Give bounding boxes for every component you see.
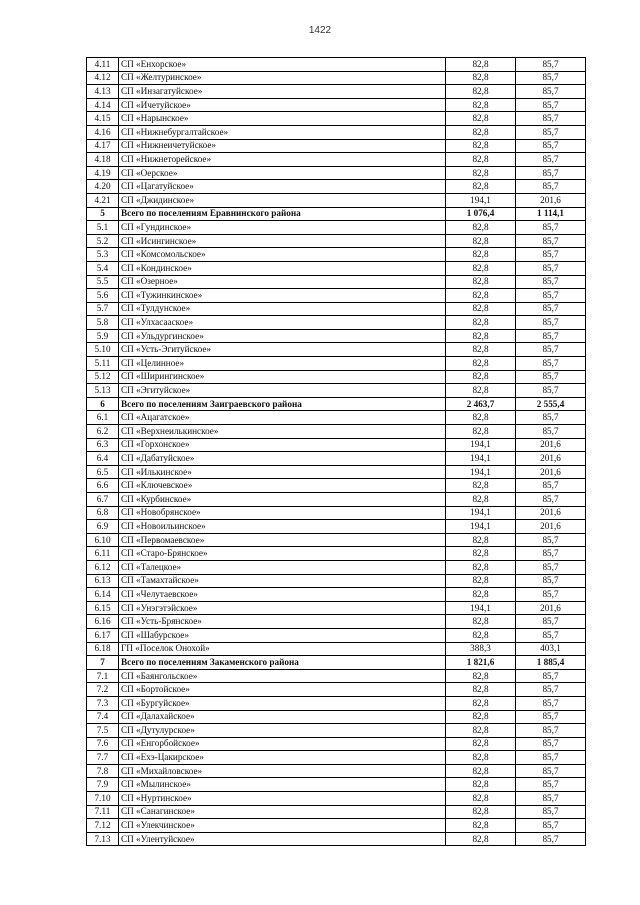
table-row [87, 805, 586, 819]
settlement-name: СП «Баянгольское» [119, 669, 446, 683]
row-number: 4.15 [87, 112, 119, 126]
row-number: 6.9 [87, 520, 119, 534]
settlement-name: СП «Челутаевское» [119, 588, 446, 602]
settlement-name: СП «Нуртинское» [119, 792, 446, 806]
table-row [87, 452, 586, 466]
value-col-2: 85,7 [516, 425, 586, 439]
value-col-1: 82,8 [446, 153, 516, 167]
value-col-2: 85,7 [516, 751, 586, 765]
row-number: 4.21 [87, 193, 119, 207]
row-number: 7.2 [87, 683, 119, 697]
value-col-2: 85,7 [516, 574, 586, 588]
value-col-1: 82,8 [446, 343, 516, 357]
settlement-name: СП «Цагатуйское» [119, 180, 446, 194]
table-row [87, 479, 586, 493]
value-col-1: 82,8 [446, 805, 516, 819]
value-col-1: 82,8 [446, 329, 516, 343]
row-number: 4.14 [87, 98, 119, 112]
value-col-1: 82,8 [446, 166, 516, 180]
value-col-2: 201,6 [516, 520, 586, 534]
settlement-name: СП «Бургуйское» [119, 696, 446, 710]
settlement-name: СП «Желтуринское» [119, 71, 446, 85]
value-col-2: 85,7 [516, 343, 586, 357]
value-col-2: 85,7 [516, 588, 586, 602]
row-number: 4.19 [87, 166, 119, 180]
row-number: 5.9 [87, 329, 119, 343]
row-number: 5.10 [87, 343, 119, 357]
settlement-name: СП «Горхонское» [119, 438, 446, 452]
settlement-name: СП «Дутулурское» [119, 724, 446, 738]
value-col-2: 85,7 [516, 683, 586, 697]
value-col-2: 85,7 [516, 778, 586, 792]
table-row [87, 615, 586, 629]
table-row [87, 737, 586, 751]
value-col-2: 85,7 [516, 329, 586, 343]
value-col-1: 194,1 [446, 601, 516, 615]
value-col-1: 82,8 [446, 628, 516, 642]
row-number: 6.14 [87, 588, 119, 602]
value-col-1: 82,8 [446, 180, 516, 194]
table-row [87, 71, 586, 85]
value-col-1: 82,8 [446, 98, 516, 112]
table-row [87, 261, 586, 275]
settlement-name: СП «Новоильинское» [119, 520, 446, 534]
row-number: 6.5 [87, 465, 119, 479]
table-row [87, 112, 586, 126]
settlement-name: СП «Комсомольское» [119, 248, 446, 262]
table-body [87, 58, 586, 846]
table-row [87, 411, 586, 425]
value-col-1: 1 076,4 [446, 207, 516, 221]
row-number: 6.10 [87, 533, 119, 547]
settlement-name: СП «Михайловское» [119, 764, 446, 778]
row-number: 6.7 [87, 493, 119, 507]
value-col-2: 85,7 [516, 805, 586, 819]
value-col-1: 82,8 [446, 275, 516, 289]
value-col-1: 194,1 [446, 452, 516, 466]
settlement-name: СП «Далахайское» [119, 710, 446, 724]
row-number: 7.3 [87, 696, 119, 710]
value-col-1: 82,8 [446, 261, 516, 275]
value-col-1: 82,8 [446, 493, 516, 507]
value-col-2: 2 555,4 [516, 397, 586, 411]
value-col-1: 82,8 [446, 425, 516, 439]
value-col-2: 85,7 [516, 234, 586, 248]
table-row [87, 764, 586, 778]
settlement-name: СП «Нижнебургалтайское» [119, 125, 446, 139]
value-col-1: 82,8 [446, 574, 516, 588]
value-col-2: 85,7 [516, 85, 586, 99]
value-col-2: 1 885,4 [516, 656, 586, 670]
row-number: 5.5 [87, 275, 119, 289]
value-col-1: 1 821,6 [446, 656, 516, 670]
row-number: 7.1 [87, 669, 119, 683]
table-row-total [87, 397, 586, 411]
value-col-1: 388,3 [446, 642, 516, 656]
table-row [87, 696, 586, 710]
settlement-name: Всего по поселениям Еравнинского района [119, 207, 446, 221]
value-col-2: 403,1 [516, 642, 586, 656]
value-col-2: 85,7 [516, 724, 586, 738]
value-col-2: 85,7 [516, 560, 586, 574]
table-row [87, 248, 586, 262]
table-row [87, 628, 586, 642]
settlement-name: СП «Енгорбойское» [119, 737, 446, 751]
row-number: 7.10 [87, 792, 119, 806]
row-number: 6.13 [87, 574, 119, 588]
value-col-2: 85,7 [516, 248, 586, 262]
settlement-name: СП «Дабатуйское» [119, 452, 446, 466]
value-col-1: 194,1 [446, 506, 516, 520]
row-number: 6 [87, 397, 119, 411]
table-row [87, 819, 586, 833]
table-row [87, 533, 586, 547]
value-col-2: 85,7 [516, 615, 586, 629]
table-row [87, 560, 586, 574]
row-number: 5.7 [87, 302, 119, 316]
row-number: 4.16 [87, 125, 119, 139]
settlements-table [86, 57, 586, 846]
settlement-name: СП «Ацагатское» [119, 411, 446, 425]
value-col-2: 85,7 [516, 71, 586, 85]
row-number: 6.11 [87, 547, 119, 561]
table-row [87, 153, 586, 167]
row-number: 7.9 [87, 778, 119, 792]
table-row [87, 85, 586, 99]
row-number: 4.18 [87, 153, 119, 167]
value-col-1: 82,8 [446, 737, 516, 751]
value-col-1: 82,8 [446, 560, 516, 574]
table-row [87, 234, 586, 248]
row-number: 5.12 [87, 370, 119, 384]
row-number: 7 [87, 656, 119, 670]
value-col-2: 85,7 [516, 58, 586, 72]
settlement-name: Всего по поселениям Закаменского района [119, 656, 446, 670]
table-row [87, 384, 586, 398]
value-col-2: 201,6 [516, 438, 586, 452]
value-col-2: 85,7 [516, 125, 586, 139]
value-col-1: 82,8 [446, 479, 516, 493]
table-row [87, 180, 586, 194]
table-row [87, 493, 586, 507]
table-row [87, 547, 586, 561]
row-number: 6.3 [87, 438, 119, 452]
value-col-2: 85,7 [516, 832, 586, 846]
settlement-name: СП «Мылинское» [119, 778, 446, 792]
row-number: 4.20 [87, 180, 119, 194]
value-col-2: 85,7 [516, 289, 586, 303]
table-row-total [87, 656, 586, 670]
value-col-1: 82,8 [446, 683, 516, 697]
row-number: 5.2 [87, 234, 119, 248]
value-col-1: 82,8 [446, 819, 516, 833]
row-number: 5.8 [87, 316, 119, 330]
settlement-name: СП «Ехэ-Цакирское» [119, 751, 446, 765]
table-row [87, 724, 586, 738]
value-col-1: 82,8 [446, 71, 516, 85]
settlement-name: СП «Улекчинское» [119, 819, 446, 833]
value-col-2: 85,7 [516, 261, 586, 275]
table-row [87, 370, 586, 384]
value-col-2: 201,6 [516, 601, 586, 615]
value-col-2: 85,7 [516, 696, 586, 710]
settlement-name: ГП «Поселок Онохой» [119, 642, 446, 656]
settlement-name: СП «Талецкое» [119, 560, 446, 574]
table-row [87, 58, 586, 72]
row-number: 7.6 [87, 737, 119, 751]
value-col-2: 85,7 [516, 139, 586, 153]
table-row [87, 98, 586, 112]
table-row [87, 221, 586, 235]
settlement-name: СП «Илькинское» [119, 465, 446, 479]
settlement-name: СП «Бортойское» [119, 683, 446, 697]
table-row [87, 751, 586, 765]
value-col-1: 194,1 [446, 438, 516, 452]
value-col-2: 85,7 [516, 153, 586, 167]
value-col-2: 85,7 [516, 316, 586, 330]
value-col-1: 82,8 [446, 411, 516, 425]
value-col-2: 85,7 [516, 737, 586, 751]
row-number: 5.3 [87, 248, 119, 262]
settlement-name: СП «Первомаевское» [119, 533, 446, 547]
settlement-name: СП «Целинное» [119, 357, 446, 371]
value-col-1: 82,8 [446, 357, 516, 371]
page-number: 1422 [308, 25, 332, 36]
value-col-2: 85,7 [516, 669, 586, 683]
row-number: 7.11 [87, 805, 119, 819]
table-row [87, 425, 586, 439]
value-col-1: 194,1 [446, 465, 516, 479]
value-col-1: 82,8 [446, 58, 516, 72]
table-row [87, 588, 586, 602]
row-number: 6.12 [87, 560, 119, 574]
row-number: 6.6 [87, 479, 119, 493]
row-number: 4.11 [87, 58, 119, 72]
table-row [87, 792, 586, 806]
value-col-2: 85,7 [516, 112, 586, 126]
table-row [87, 343, 586, 357]
value-col-2: 85,7 [516, 357, 586, 371]
table-row [87, 520, 586, 534]
value-col-1: 82,8 [446, 533, 516, 547]
table-row [87, 832, 586, 846]
table-row [87, 601, 586, 615]
value-col-2: 85,7 [516, 819, 586, 833]
table-row [87, 166, 586, 180]
settlement-name: СП «Верхнеилькинское» [119, 425, 446, 439]
settlement-name: СП «Тулдунское» [119, 302, 446, 316]
value-col-1: 82,8 [446, 139, 516, 153]
value-col-1: 2 463,7 [446, 397, 516, 411]
row-number: 4.17 [87, 139, 119, 153]
value-col-2: 201,6 [516, 452, 586, 466]
row-number: 6.1 [87, 411, 119, 425]
value-col-2: 85,7 [516, 98, 586, 112]
table-row [87, 125, 586, 139]
value-col-2: 201,6 [516, 506, 586, 520]
settlement-name: СП «Кондинское» [119, 261, 446, 275]
settlement-name: СП «Оерское» [119, 166, 446, 180]
row-number: 6.17 [87, 628, 119, 642]
value-col-2: 85,7 [516, 764, 586, 778]
row-number: 5.4 [87, 261, 119, 275]
table-row [87, 669, 586, 683]
settlement-name: СП «Улхасаaское» [119, 316, 446, 330]
row-number: 4.12 [87, 71, 119, 85]
value-col-2: 85,7 [516, 370, 586, 384]
value-col-2: 85,7 [516, 411, 586, 425]
value-col-1: 82,8 [446, 615, 516, 629]
row-number: 6.4 [87, 452, 119, 466]
value-col-2: 85,7 [516, 547, 586, 561]
table-row [87, 302, 586, 316]
table-row [87, 275, 586, 289]
value-col-1: 82,8 [446, 85, 516, 99]
settlement-name: СП «Гундинское» [119, 221, 446, 235]
settlement-name: СП «Тамахтайское» [119, 574, 446, 588]
value-col-1: 82,8 [446, 696, 516, 710]
value-col-1: 82,8 [446, 792, 516, 806]
value-col-2: 85,7 [516, 792, 586, 806]
settlement-name: СП «Ширингинское» [119, 370, 446, 384]
settlement-name: СП «Усть-Брянское» [119, 615, 446, 629]
value-col-2: 85,7 [516, 479, 586, 493]
value-col-2: 85,7 [516, 275, 586, 289]
settlement-name: СП «Джидинское» [119, 193, 446, 207]
table-row [87, 465, 586, 479]
settlement-name: СП «Улентуйское» [119, 832, 446, 846]
table-row [87, 316, 586, 330]
row-number: 5.11 [87, 357, 119, 371]
value-col-1: 82,8 [446, 764, 516, 778]
value-col-1: 82,8 [446, 751, 516, 765]
table-row [87, 710, 586, 724]
row-number: 5.13 [87, 384, 119, 398]
value-col-1: 82,8 [446, 289, 516, 303]
value-col-1: 82,8 [446, 588, 516, 602]
settlement-name: СП «Ключевское» [119, 479, 446, 493]
value-col-1: 82,8 [446, 832, 516, 846]
value-col-1: 82,8 [446, 316, 516, 330]
row-number: 6.2 [87, 425, 119, 439]
value-col-2: 85,7 [516, 533, 586, 547]
table-row [87, 506, 586, 520]
value-col-1: 82,8 [446, 778, 516, 792]
row-number: 6.18 [87, 642, 119, 656]
settlement-name: СП «Инзагатуйское» [119, 85, 446, 99]
row-number: 6.15 [87, 601, 119, 615]
value-col-1: 82,8 [446, 221, 516, 235]
row-number: 7.8 [87, 764, 119, 778]
value-col-1: 82,8 [446, 302, 516, 316]
value-col-2: 85,7 [516, 180, 586, 194]
settlement-name: СП «Ичетуйское» [119, 98, 446, 112]
row-number: 5.6 [87, 289, 119, 303]
settlement-name: СП «Озерное» [119, 275, 446, 289]
settlement-name: СП «Унэгэтэйское» [119, 601, 446, 615]
settlement-name: СП «Курбинское» [119, 493, 446, 507]
row-number: 7.7 [87, 751, 119, 765]
value-col-2: 85,7 [516, 493, 586, 507]
value-col-1: 82,8 [446, 547, 516, 561]
settlement-name: СП «Новобрянское» [119, 506, 446, 520]
value-col-1: 194,1 [446, 193, 516, 207]
value-col-2: 201,6 [516, 193, 586, 207]
table-row [87, 289, 586, 303]
value-col-1: 82,8 [446, 248, 516, 262]
row-number: 6.16 [87, 615, 119, 629]
settlement-name: Всего по поселениям Заиграевского района [119, 397, 446, 411]
settlement-name: СП «Шабурское» [119, 628, 446, 642]
table-row [87, 438, 586, 452]
row-number: 4.13 [87, 85, 119, 99]
value-col-1: 82,8 [446, 112, 516, 126]
settlement-name: СП «Нарынское» [119, 112, 446, 126]
value-col-2: 201,6 [516, 465, 586, 479]
value-col-1: 82,8 [446, 710, 516, 724]
table-row [87, 139, 586, 153]
value-col-1: 82,8 [446, 669, 516, 683]
value-col-1: 82,8 [446, 384, 516, 398]
settlement-name: СП «Тужинкинское» [119, 289, 446, 303]
table-row [87, 357, 586, 371]
settlement-name: СП «Старо-Брянское» [119, 547, 446, 561]
settlement-name: СП «Нижнеторейское» [119, 153, 446, 167]
table-row [87, 778, 586, 792]
table-row [87, 193, 586, 207]
row-number: 7.5 [87, 724, 119, 738]
value-col-2: 1 114,1 [516, 207, 586, 221]
table-row [87, 329, 586, 343]
value-col-2: 85,7 [516, 166, 586, 180]
value-col-2: 85,7 [516, 710, 586, 724]
settlement-name: СП «Санагинское» [119, 805, 446, 819]
row-number: 6.8 [87, 506, 119, 520]
table-row [87, 683, 586, 697]
value-col-1: 82,8 [446, 234, 516, 248]
row-number: 7.13 [87, 832, 119, 846]
table-row [87, 574, 586, 588]
value-col-2: 85,7 [516, 628, 586, 642]
settlement-name: СП «Ульдургинское» [119, 329, 446, 343]
settlement-name: СП «Усть-Эгитуйское» [119, 343, 446, 357]
table-row [87, 642, 586, 656]
value-col-1: 194,1 [446, 520, 516, 534]
value-col-1: 82,8 [446, 724, 516, 738]
value-col-1: 82,8 [446, 125, 516, 139]
settlement-name: СП «Эгитуйское» [119, 384, 446, 398]
row-number: 5.1 [87, 221, 119, 235]
value-col-2: 85,7 [516, 384, 586, 398]
value-col-1: 82,8 [446, 370, 516, 384]
row-number: 7.12 [87, 819, 119, 833]
settlement-name: СП «Исингинское» [119, 234, 446, 248]
settlement-name: СП «Нижнеичетуйское» [119, 139, 446, 153]
table-row-total [87, 207, 586, 221]
row-number: 7.4 [87, 710, 119, 724]
row-number: 5 [87, 207, 119, 221]
value-col-2: 85,7 [516, 221, 586, 235]
settlement-name: СП «Енхорское» [119, 58, 446, 72]
value-col-2: 85,7 [516, 302, 586, 316]
